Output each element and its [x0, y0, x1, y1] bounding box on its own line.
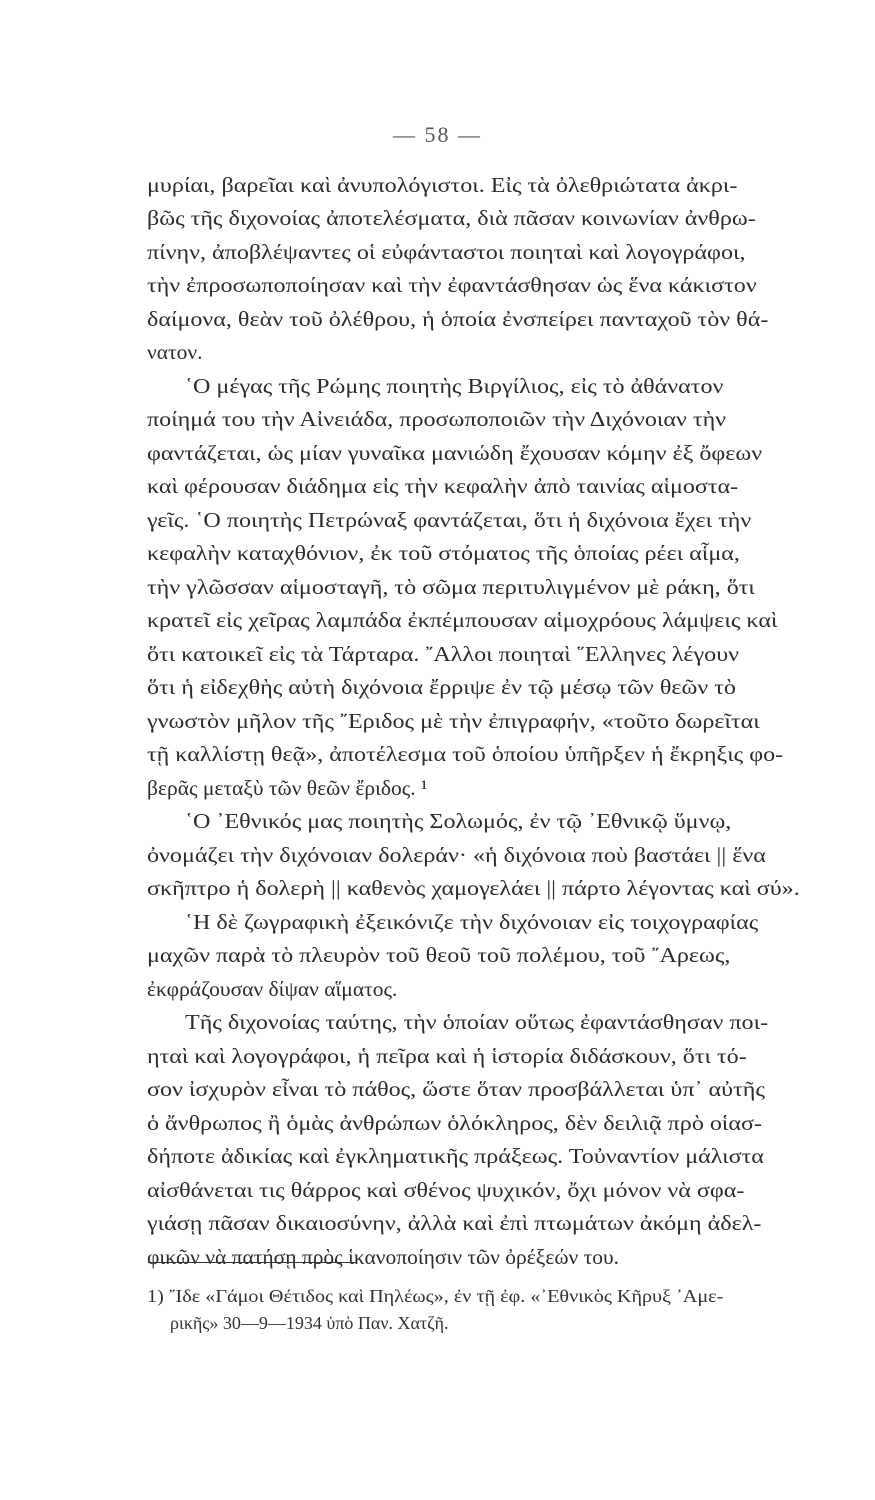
text-line: τὴν γλῶσσαν αἱμοσταγῆ, τὸ σῶμα περιτυλιγμένον μὲ ράκη, ὅτι: [147, 575, 755, 599]
text-line: δήποτε ἀδικίας καὶ ἐγκληματικῆς πράξεως. Τοὐναντίον μάλιστα: [147, 1144, 764, 1168]
text-line: δαίμονα, θεὰν τοῦ ὀλέθρου, ἡ ὁποία ἐνσπείρει πανταχοῦ τὸν θά-: [147, 307, 769, 331]
footnote-line: ρικῆς» 30—9—1934 ὑπὸ Παν. Χατζῆ.: [170, 1313, 449, 1333]
text-line: πίνην, ἀποβλέψαντες οἱ εὐφάνταστοι ποιηταὶ καὶ λογογράφοι,: [147, 240, 746, 264]
text-line: γιάσῃ πᾶσαν δικαιοσύνην, ἀλλὰ καὶ ἐπὶ πτωμάτων ἀκόμη ἀδελ-: [147, 1211, 762, 1235]
text-line: ῾Ο ᾿Εθνικός μας ποιητὴς Σολωμός, ἐν τῷ ᾿Εθνικῷ ὕμνῳ,: [185, 809, 732, 833]
text-line: σκῆπτρο ἡ δολερὴ || καθενὸς χαμογελάει || πάρτο λέγοντας καὶ σύ».: [147, 876, 800, 900]
text-line: ῾Η δὲ ζωγραφικὴ ἐξεικόνιζε τὴν διχόνοιαν εἰς τοιχογραφίας: [185, 910, 759, 934]
text-line: ἐκφράζουσαν δίψαν αἵματος.: [147, 977, 398, 1001]
footnote-separator: [148, 1262, 356, 1263]
text-line: σον ἰσχυρὸν εἶναι τὸ πάθος, ὥστε ὅταν προσβάλλεται ὑπ᾿ αὐτῆς: [147, 1077, 765, 1101]
text-line: φικῶν νὰ πατήσῃ πρὸς ἱκανοποίησιν τῶν ὀρέξεών του.: [147, 1245, 620, 1269]
text-line: γνωστὸν μῆλον τῆς ῎Εριδος μὲ τὴν ἐπιγραφήν, «τοῦτο δωρεῖται: [147, 709, 760, 733]
text-line: ηταὶ καὶ λογογράφοι, ἡ πεῖρα καὶ ἡ ἱστορία διδάσκουν, ὅτι τό-: [147, 1044, 747, 1068]
text-line: τὴν ἐπροσωποποίησαν καὶ τὴν ἐφαντάσθησαν ὡς ἕνα κάκιστον: [147, 273, 757, 297]
text-line: ὅτι ἡ εἰδεχθὴς αὐτὴ διχόνοια ἔρριψε ἐν τῷ μέσῳ τῶν θεῶν τὸ: [147, 675, 736, 699]
text-line: φαντάζεται, ὡς μίαν γυναῖκα μανιώδη ἔχουσαν κόμην ἐξ ὄφεων: [147, 441, 763, 465]
text-line: Τῆς διχονοίας ταύτης, τὴν ὁποίαν οὕτως ἐφαντάσθησαν ποι-: [185, 1010, 769, 1034]
text-line: ῾Ο μέγας τῆς Ρώμης ποιητὴς Βιργίλιος, εἰς τὸ ἀθάνατον: [185, 374, 724, 398]
text-line: ποίημά του τὴν Αἰνειάδα, προσωποποιῶν τὴν Διχόνοιαν τὴν: [147, 407, 727, 431]
text-line: ὅτι κατοικεῖ εἰς τὰ Τάρταρα. ῎Αλλοι ποιηταὶ ῞Ελληνες λέγουν: [147, 642, 740, 666]
text-line: μαχῶν παρὰ τὸ πλευρὸν τοῦ θεοῦ τοῦ πολέμου, τοῦ ῎Αρεως,: [147, 943, 731, 967]
text-line: ὀνομάζει τὴν διχόνοιαν δολεράν· «ἡ διχόνοια ποὺ βαστάει || ἕνα: [147, 843, 766, 867]
text-line: καὶ φέρουσαν διάδημα εἰς τὴν κεφαλὴν ἀπὸ ταινίας αἱμοστα-: [147, 474, 739, 498]
text-line: κρατεῖ εἰς χεῖρας λαμπάδα ἐκπέμπουσαν αἱμοχρόους λάμψεις καὶ: [147, 608, 778, 632]
text-line: βερᾶς μεταξὺ τῶν θεῶν ἔριδος. ¹: [147, 776, 428, 800]
text-line: νατον.: [147, 340, 203, 364]
text-line: τῇ καλλίστῃ θεᾷ», ἀποτέλεσμα τοῦ ὁποίου ὑπῆρξεν ἡ ἔκρηξις φο-: [147, 742, 784, 766]
text-line: ὁ ἄνθρωπος ἢ ὁμὰς ἀνθρώπων ὁλόκληρος, δὲν δειλιᾷ πρὸ οἱασ-: [147, 1111, 763, 1135]
text-line: αἰσθάνεται τις θάρρος καὶ σθένος ψυχικόν, ὄχι μόνον νὰ σφα-: [147, 1178, 745, 1202]
text-line: βῶς τῆς διχονοίας ἀποτελέσματα, διὰ πᾶσαν κοινωνίαν ἀνθρω-: [147, 206, 756, 230]
page-number: — 58 —: [393, 122, 482, 147]
text-line: γεῖς. ῾Ο ποιητὴς Πετρώναξ φαντάζεται, ὅτι ἡ διχόνοια ἔχει τὴν: [147, 508, 752, 532]
text-line: κεφαλὴν καταχθόνιον, ἐκ τοῦ στόματος τῆς ὁποίας ρέει αἷμα,: [147, 541, 740, 565]
text-line: μυρίαι, βαρεῖαι καὶ ἀνυπολόγιστοι. Εἰς τὰ ὀλεθριώτατα ἀκρι-: [147, 173, 738, 197]
footnote-line: 1) ῎Ιδε «Γάμοι Θέτιδος καὶ Πηλέως», ἐν τῇ ἐφ. «᾿Εθνικὸς Κῆρυξ ᾿Αμε-: [147, 1286, 724, 1306]
